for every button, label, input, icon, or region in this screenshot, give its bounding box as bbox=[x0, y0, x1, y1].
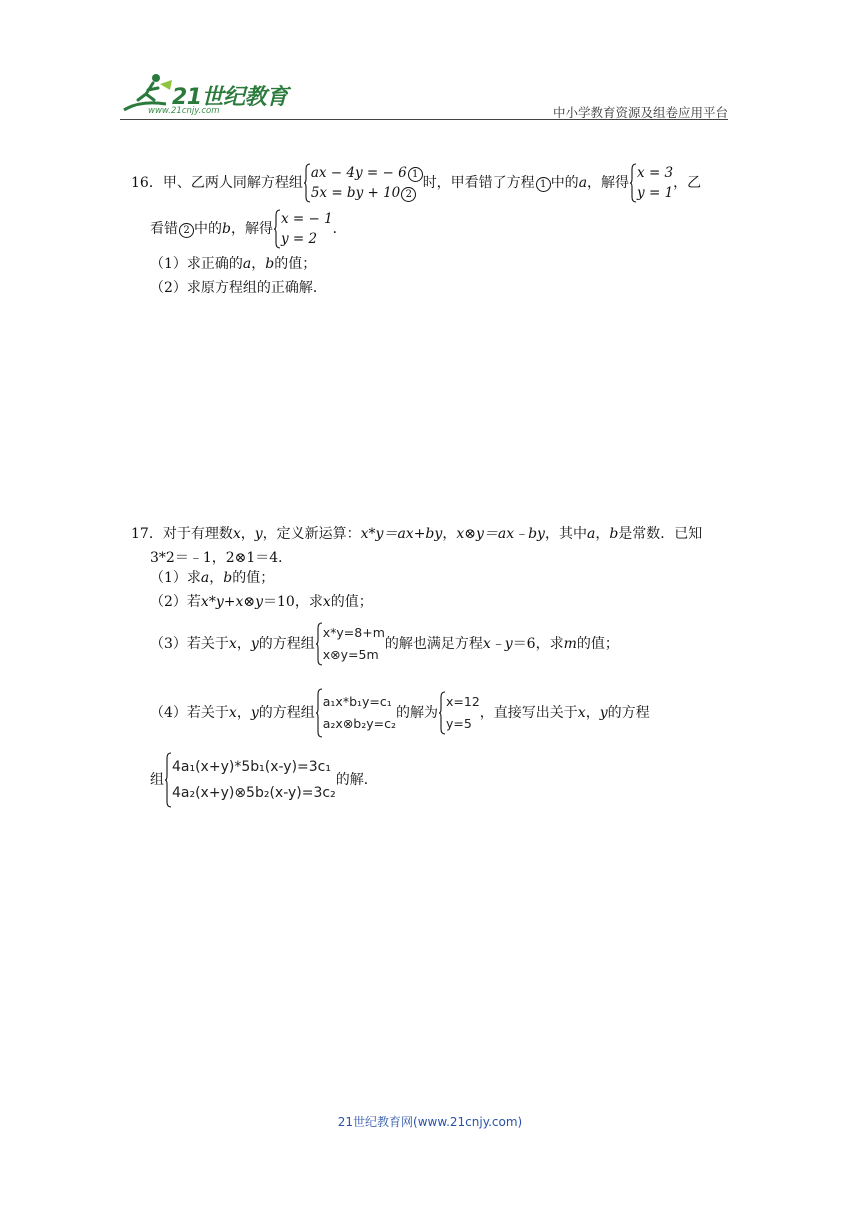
question-number: 16． bbox=[131, 175, 163, 191]
question-17-part4-cont: 组4a₁(x+y)*5b₁(x-y)=3c₁ 4a₂(x+y)⊗5b₂(x-y)=3c₂的解． bbox=[150, 752, 378, 808]
equation-system-1: ax − 4y = − 6 1 5x = by + 10 2 bbox=[311, 163, 423, 203]
equation-system-5: 4a₁(x+y)*5b₁(x-y)=3c₁ 4a₂(x+y)⊗5b₂(x-y)=3c₂ bbox=[172, 759, 336, 801]
question-17-part3: （3）若关于x，y的方程组x*y=8+m x⊗y=5m的解也满足方程x﹣y＝6，求m的值； bbox=[150, 622, 619, 666]
left-brace-icon bbox=[438, 691, 446, 735]
question-17-line2: 3*2＝﹣1，2⊗1＝4． bbox=[150, 550, 293, 566]
question-16-line1: 16．甲、乙两人同解方程组ax − 4y = − 6 1 5x = by + 10 2时，甲看错了方程 1 中的a，解得x = 3 y = 1，乙 bbox=[131, 165, 702, 201]
solution-system-2: x = − 1 y = 2 bbox=[280, 211, 333, 247]
question-17-part4: （4）若关于x，y的方程组a₁x*b₁y=c₁ a₂x⊗b₂y=c₂的解为x=12 y=5，直接写出关于x，y的方程 bbox=[150, 688, 650, 738]
question-16-part2: （2）求原方程组的正确解． bbox=[150, 280, 327, 296]
page-header bbox=[120, 64, 728, 120]
question-number: 17． bbox=[131, 526, 163, 542]
header-platform-text: 中小学教育资源及组卷应用平台 bbox=[552, 105, 728, 120]
question-17-line1: 17．对于有理数x，y，定义新运算：x*y＝ax+by，x⊗y＝ax﹣by，其中a，b是常数．已知 bbox=[131, 526, 703, 542]
equation-system-3: x*y=8+m x⊗y=5m bbox=[322, 625, 385, 662]
question-16-part1: （1）求正确的a，b的值； bbox=[150, 256, 317, 272]
question-17-part1: （1）求a，b的值； bbox=[150, 570, 275, 586]
site-logo bbox=[120, 70, 300, 116]
left-brace-icon bbox=[273, 209, 281, 249]
header-divider bbox=[120, 119, 728, 120]
equation-system-4: a₁x*b₁y=c₁ a₂x⊗b₂y=c₂ bbox=[322, 694, 396, 731]
left-brace-icon bbox=[315, 688, 323, 738]
left-brace-icon bbox=[629, 163, 637, 203]
left-brace-icon bbox=[303, 163, 311, 203]
question-16-line2: 看错 2 中的b，解得x = − 1 y = 2． bbox=[150, 211, 347, 247]
solution-system-4: x=12 y=5 bbox=[446, 694, 480, 731]
logo-text: 21世纪教育 bbox=[172, 85, 288, 110]
logo-url: www.21cnjy.com bbox=[148, 106, 220, 116]
question-17-part2: （2）若x*y+x⊗y＝10，求x的值； bbox=[150, 594, 373, 610]
left-brace-icon bbox=[315, 622, 323, 666]
page-footer[interactable]: 21世纪教育网(www.21cnjy.com) bbox=[337, 1115, 523, 1129]
solution-system-1: x = 3 y = 1 bbox=[637, 165, 674, 201]
left-brace-icon bbox=[164, 752, 172, 808]
